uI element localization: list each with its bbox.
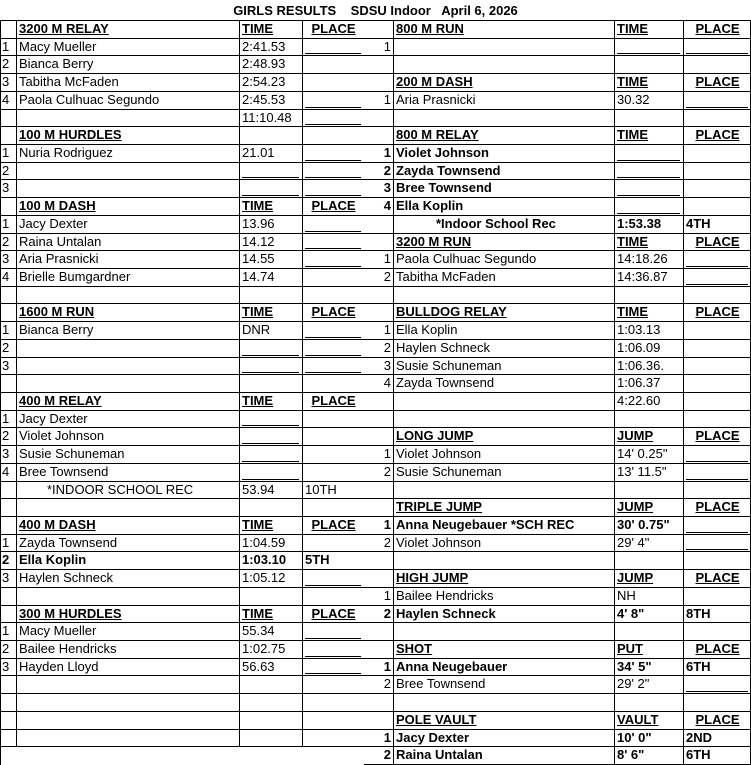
row-number xyxy=(364,287,393,304)
right-row xyxy=(0,180,751,198)
time-value: 14' 0.25" xyxy=(614,446,683,464)
athlete-name: Paola Culhuac Segundo xyxy=(16,92,239,110)
row-number: 1 xyxy=(0,145,16,163)
athlete-name xyxy=(393,623,614,641)
row-number: 1 xyxy=(364,588,393,606)
right-row xyxy=(0,251,751,269)
row-number: 3 xyxy=(0,570,16,588)
right-row xyxy=(0,411,751,428)
time-value xyxy=(614,482,683,499)
row-number: 1 xyxy=(364,39,393,56)
sheet-left-border xyxy=(0,21,1,765)
time-value: 14.55 xyxy=(239,251,302,269)
athlete-name: Bianca Berry xyxy=(16,322,239,340)
row-number xyxy=(364,552,393,570)
place-header: PLACE xyxy=(302,198,364,216)
athlete-name: Aria Prasnicki xyxy=(16,251,239,269)
row-number xyxy=(364,393,393,411)
time-header: TIME xyxy=(239,198,302,216)
right-row xyxy=(0,499,751,517)
event-title: 300 M HURDLES xyxy=(16,606,239,623)
time-value: 1:03.13 xyxy=(614,322,683,340)
time-underline xyxy=(617,53,680,54)
time-header: JUMP xyxy=(614,428,683,446)
right-row xyxy=(0,393,751,411)
right-row xyxy=(0,694,751,712)
row-number xyxy=(364,499,393,517)
place-header: PLACE xyxy=(683,74,751,92)
place-underline xyxy=(686,532,748,533)
time-value: 1:04.59 xyxy=(239,535,302,552)
place-value xyxy=(683,694,751,712)
time-underline xyxy=(617,195,680,196)
place-value xyxy=(683,552,751,570)
page-title: GIRLS RESULTS SDSU Indoor April 6, 2026 xyxy=(233,3,518,18)
right-row xyxy=(0,39,751,56)
time-value: 2:54.23 xyxy=(239,74,302,92)
right-row xyxy=(0,535,751,552)
time-value: 29' 2" xyxy=(614,676,683,694)
athlete-name: Aria Prasnicki xyxy=(393,92,614,110)
row-number xyxy=(364,56,393,74)
right-row xyxy=(0,110,751,127)
event-title: TRIPLE JUMP xyxy=(393,499,614,517)
results-sheet xyxy=(0,21,751,765)
right-row xyxy=(0,482,751,499)
place-value: 6TH xyxy=(683,659,751,676)
right-row xyxy=(0,552,751,570)
place-header: PLACE xyxy=(683,641,751,659)
time-value: 2:48.93 xyxy=(239,56,302,74)
time-value: 1:05.12 xyxy=(239,570,302,588)
right-row xyxy=(0,234,751,251)
place-value xyxy=(683,623,751,641)
row-number: 2 xyxy=(0,552,16,570)
row-number: 3 xyxy=(0,659,16,676)
time-value xyxy=(614,56,683,74)
time-value: 13' 11.5" xyxy=(614,464,683,482)
right-row xyxy=(0,464,751,482)
athlete-name: Haylen Schneck xyxy=(393,606,614,623)
place-value xyxy=(683,56,751,74)
athlete-name: Bailee Hendricks xyxy=(16,641,239,659)
place-value xyxy=(683,393,751,411)
athlete-name: Macy Mueller xyxy=(16,39,239,56)
time-header: TIME xyxy=(614,74,683,92)
right-row xyxy=(0,92,751,110)
athlete-name: Tabitha McFaden xyxy=(393,269,614,287)
place-value: 6TH xyxy=(683,747,751,765)
time-header: JUMP xyxy=(614,499,683,517)
event-title: 100 M HURDLES xyxy=(16,127,239,145)
time-value: 1:06.36. xyxy=(614,358,683,375)
row-number: 3 xyxy=(0,358,16,375)
row-number: 1 xyxy=(0,411,16,428)
athlete-name: Violet Johnson xyxy=(393,145,614,163)
right-row xyxy=(0,340,751,358)
place-value xyxy=(683,110,751,127)
event-title: 800 M RUN xyxy=(393,21,614,39)
event-title: BULLDOG RELAY xyxy=(393,304,614,322)
place-header: PLACE xyxy=(683,712,751,730)
row-number xyxy=(364,641,393,659)
time-value xyxy=(614,110,683,127)
time-value: 1:06.09 xyxy=(614,340,683,358)
right-row xyxy=(0,428,751,446)
right-row xyxy=(0,304,751,322)
row-number xyxy=(364,428,393,446)
place-value xyxy=(683,411,751,428)
athlete-name: Bree Townsend xyxy=(393,180,614,198)
athlete-name: *INDOOR SCHOOL REC xyxy=(16,482,239,499)
time-underline xyxy=(617,213,680,214)
event-title: 400 M DASH xyxy=(16,517,239,535)
time-header: TIME xyxy=(239,606,302,623)
event-title: 1600 M RUN xyxy=(16,304,239,322)
row-number: 1 xyxy=(0,39,16,56)
time-value: 14.74 xyxy=(239,269,302,287)
row-number: 2 xyxy=(364,464,393,482)
event-title: LONG JUMP xyxy=(393,428,614,446)
right-row xyxy=(0,570,751,588)
time-header: TIME xyxy=(239,393,302,411)
athlete-name: Zayda Townsend xyxy=(393,163,614,180)
row-number: 1 xyxy=(364,145,393,163)
time-value xyxy=(614,287,683,304)
time-value: 14.12 xyxy=(239,234,302,251)
place-header: PLACE xyxy=(683,570,751,588)
time-underline xyxy=(617,160,680,161)
row-number xyxy=(364,304,393,322)
row-number: 2 xyxy=(364,269,393,287)
time-value: 34' 5" xyxy=(614,659,683,676)
time-header: TIME xyxy=(614,304,683,322)
place-header: PLACE xyxy=(302,393,364,411)
place-underline xyxy=(686,691,748,692)
right-row xyxy=(0,322,751,340)
athlete-name: Anna Neugebauer xyxy=(393,659,614,676)
right-row xyxy=(0,730,751,747)
time-value: 21.01 xyxy=(239,145,302,163)
right-row xyxy=(0,641,751,659)
time-value: 1:02.75 xyxy=(239,641,302,659)
time-value: 29' 4" xyxy=(614,535,683,552)
place-underline xyxy=(686,107,748,108)
place-value xyxy=(683,375,751,393)
place-header: PLACE xyxy=(683,499,751,517)
row-number: 2 xyxy=(364,340,393,358)
time-value: 14:36.87 xyxy=(614,269,683,287)
time-value: 14:18.26 xyxy=(614,251,683,269)
time-value: 30' 0.75" xyxy=(614,517,683,535)
place-underline xyxy=(686,461,748,462)
athlete-name: Ella Koplin xyxy=(16,552,239,570)
row-number xyxy=(364,21,393,39)
row-number: 4 xyxy=(0,269,16,287)
athlete-name: Susie Schuneman xyxy=(16,446,239,464)
athlete-name: Haylen Schneck xyxy=(393,340,614,358)
right-row xyxy=(0,446,751,464)
athlete-name: Anna Neugebauer *SCH REC xyxy=(393,517,614,535)
athlete-name xyxy=(393,39,614,56)
time-value xyxy=(614,694,683,712)
athlete-name: Zayda Townsend xyxy=(393,375,614,393)
right-row xyxy=(0,606,751,623)
row-number xyxy=(364,712,393,730)
row-number: 3 xyxy=(0,446,16,464)
row-number: 1 xyxy=(364,659,393,676)
right-row xyxy=(0,287,751,304)
place-header: PLACE xyxy=(302,517,364,535)
time-value: 56.63 xyxy=(239,659,302,676)
athlete-name: Raina Untalan xyxy=(16,234,239,251)
time-value: DNR xyxy=(239,322,302,340)
place-underline xyxy=(686,549,748,550)
time-header: PUT xyxy=(614,641,683,659)
time-value: 55.34 xyxy=(239,623,302,641)
row-number: 3 xyxy=(0,251,16,269)
time-value: 8' 6" xyxy=(614,747,683,765)
row-number: 2 xyxy=(0,163,16,180)
time-header: TIME xyxy=(239,517,302,535)
row-number: 2 xyxy=(364,163,393,180)
place-header: PLACE xyxy=(683,234,751,251)
right-row xyxy=(0,74,751,92)
row-number: 1 xyxy=(0,322,16,340)
place-underline xyxy=(686,284,748,285)
row-number: 4 xyxy=(364,375,393,393)
place-header: PLACE xyxy=(683,428,751,446)
place-value xyxy=(683,322,751,340)
row-number xyxy=(364,694,393,712)
time-header: TIME xyxy=(239,21,302,39)
place-underline xyxy=(686,53,748,54)
event-title: 400 M RELAY xyxy=(16,393,239,411)
row-number: 1 xyxy=(364,730,393,747)
row-number xyxy=(364,110,393,127)
place-value xyxy=(683,482,751,499)
athlete-name: Bree Townsend xyxy=(393,676,614,694)
sheet-top-border xyxy=(0,20,751,21)
time-value: 10' 0" xyxy=(614,730,683,747)
row-number: 4 xyxy=(0,464,16,482)
row-number: 2 xyxy=(0,428,16,446)
right-row xyxy=(0,216,751,234)
right-row xyxy=(0,163,751,180)
right-row xyxy=(0,127,751,145)
row-number: 3 xyxy=(0,74,16,92)
time-value: 2:45.53 xyxy=(239,92,302,110)
athlete-name: Susie Schuneman xyxy=(393,358,614,375)
athlete-name: Violet Johnson xyxy=(393,535,614,552)
athlete-name: Zayda Townsend xyxy=(16,535,239,552)
athlete-name: Bianca Berry xyxy=(16,56,239,74)
athlete-name: *Indoor School Rec xyxy=(393,216,614,234)
time-header: JUMP xyxy=(614,570,683,588)
athlete-name: Paola Culhuac Segundo xyxy=(393,251,614,269)
right-row xyxy=(0,56,751,74)
row-number: 2 xyxy=(0,56,16,74)
time-value xyxy=(614,623,683,641)
place-value: 4TH xyxy=(683,216,751,234)
athlete-name: Jacy Dexter xyxy=(16,216,239,234)
time-value: 1:53.38 xyxy=(614,216,683,234)
athlete-name xyxy=(393,110,614,127)
athlete-name xyxy=(393,482,614,499)
athlete-name: Jacy Dexter xyxy=(16,411,239,428)
place-value: 5TH xyxy=(302,552,364,570)
athlete-name: Raina Untalan xyxy=(393,747,614,765)
time-value: 53.94 xyxy=(239,482,302,499)
row-number: 1 xyxy=(0,216,16,234)
time-value: 4:22.60 xyxy=(614,393,683,411)
place-value xyxy=(683,180,751,198)
event-title: 3200 M RUN xyxy=(393,234,614,251)
right-row xyxy=(0,623,751,641)
athlete-name: Ella Koplin xyxy=(393,198,614,216)
athlete-name: Hayden Lloyd xyxy=(16,659,239,676)
event-title: 800 M RELAY xyxy=(393,127,614,145)
row-number: 1 xyxy=(364,322,393,340)
row-number: 2 xyxy=(364,535,393,552)
athlete-name: Violet Johnson xyxy=(16,428,239,446)
row-number: 1 xyxy=(364,446,393,464)
place-value: 10TH xyxy=(302,482,364,499)
place-header: PLACE xyxy=(683,21,751,39)
time-header: VAULT xyxy=(614,712,683,730)
row-number xyxy=(364,74,393,92)
row-number: 2 xyxy=(364,747,393,765)
place-header: PLACE xyxy=(302,606,364,623)
row-number xyxy=(364,127,393,145)
athlete-name xyxy=(393,393,614,411)
row-number: 4 xyxy=(364,198,393,216)
place-value: 8TH xyxy=(683,606,751,623)
time-value: 4' 8" xyxy=(614,606,683,623)
right-row xyxy=(0,198,751,216)
athlete-name: Nuria Rodriguez xyxy=(16,145,239,163)
place-value xyxy=(683,588,751,606)
place-value xyxy=(683,287,751,304)
place-underline xyxy=(686,479,748,480)
row-number: 1 xyxy=(364,517,393,535)
athlete-name xyxy=(393,694,614,712)
row-number: 2 xyxy=(364,606,393,623)
row-number xyxy=(364,411,393,428)
row-number: 4 xyxy=(0,92,16,110)
athlete-name: Tabitha McFaden xyxy=(16,74,239,92)
athlete-name: Bree Townsend xyxy=(16,464,239,482)
row-number: 3 xyxy=(364,358,393,375)
row-number xyxy=(364,482,393,499)
event-title: 100 M DASH xyxy=(16,198,239,216)
time-header: TIME xyxy=(614,234,683,251)
place-value xyxy=(683,340,751,358)
right-row xyxy=(0,659,751,676)
place-header: PLACE xyxy=(302,21,364,39)
time-header: TIME xyxy=(614,127,683,145)
row-number: 1 xyxy=(0,623,16,641)
row-number: 1 xyxy=(0,535,16,552)
row-number: 2 xyxy=(0,340,16,358)
place-value: 2ND xyxy=(683,730,751,747)
time-value xyxy=(614,552,683,570)
place-header: PLACE xyxy=(683,304,751,322)
row-number xyxy=(364,216,393,234)
row-number: 1 xyxy=(364,251,393,269)
row-number xyxy=(364,570,393,588)
right-row xyxy=(0,676,751,694)
time-value: 11:10.48 xyxy=(239,110,302,127)
time-header: TIME xyxy=(614,21,683,39)
event-title: 3200 M RELAY xyxy=(16,21,239,39)
event-title: POLE VAULT xyxy=(393,712,614,730)
place-header: PLACE xyxy=(302,304,364,322)
right-row xyxy=(0,517,751,535)
time-value: 1:03.10 xyxy=(239,552,302,570)
place-value xyxy=(683,163,751,180)
time-value: 13.96 xyxy=(239,216,302,234)
event-title: SHOT xyxy=(393,641,614,659)
time-value: 30.32 xyxy=(614,92,683,110)
event-title: 200 M DASH xyxy=(393,74,614,92)
place-header: PLACE xyxy=(683,127,751,145)
row-number: 3 xyxy=(0,180,16,198)
athlete-name: Bailee Hendricks xyxy=(393,588,614,606)
athlete-name: Jacy Dexter xyxy=(393,730,614,747)
row-number: 2 xyxy=(0,641,16,659)
place-value xyxy=(683,358,751,375)
athlete-name xyxy=(393,56,614,74)
time-value: 1:06.37 xyxy=(614,375,683,393)
athlete-name: Violet Johnson xyxy=(393,446,614,464)
place-value xyxy=(683,198,751,216)
time-value xyxy=(614,411,683,428)
place-underline xyxy=(686,266,748,267)
athlete-name: Macy Mueller xyxy=(16,623,239,641)
row-number: 2 xyxy=(364,676,393,694)
event-title: HIGH JUMP xyxy=(393,570,614,588)
right-row xyxy=(0,375,751,393)
right-row xyxy=(0,21,751,39)
row-number xyxy=(364,234,393,251)
right-row xyxy=(0,712,751,730)
row-number xyxy=(364,623,393,641)
right-row xyxy=(0,747,751,765)
athlete-name xyxy=(393,287,614,304)
athlete-name: Susie Schuneman xyxy=(393,464,614,482)
row-number: 3 xyxy=(364,180,393,198)
row-number: 1 xyxy=(364,92,393,110)
right-row xyxy=(0,358,751,375)
athlete-name: Haylen Schneck xyxy=(16,570,239,588)
athlete-name: Ella Koplin xyxy=(393,322,614,340)
row-number: 2 xyxy=(0,234,16,251)
place-value xyxy=(683,145,751,163)
athlete-name: Brielle Bumgardner xyxy=(16,269,239,287)
right-row xyxy=(0,145,751,163)
athlete-name xyxy=(393,411,614,428)
athlete-name xyxy=(393,552,614,570)
time-underline xyxy=(617,177,680,178)
right-row xyxy=(0,269,751,287)
time-value: 2:41.53 xyxy=(239,39,302,56)
time-header: TIME xyxy=(239,304,302,322)
time-value: NH xyxy=(614,588,683,606)
right-row xyxy=(0,588,751,606)
